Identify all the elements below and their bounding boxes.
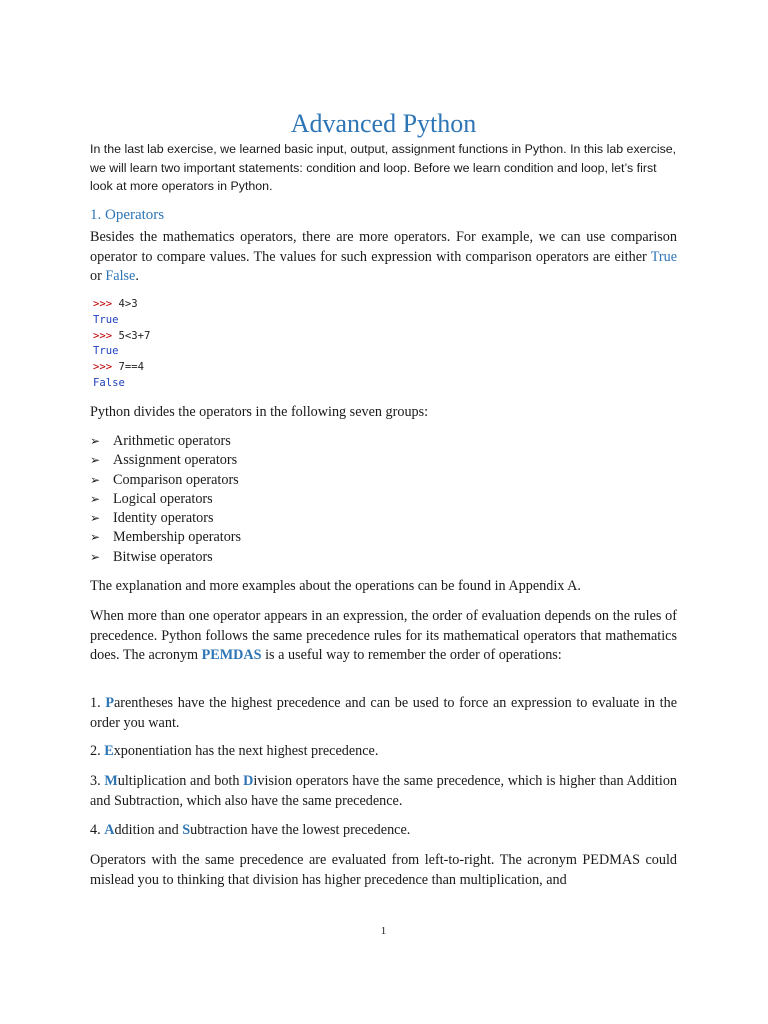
- rule-addition-subtraction: 4. Addition and Subtraction have the lowest precedence.: [90, 822, 411, 838]
- operator-groups-list: [90, 432, 241, 567]
- section-heading-operators: 1. Operators: [90, 207, 165, 223]
- list-item: ➢ Comparison operators: [90, 471, 241, 490]
- arrow-bullet-icon: ➢: [90, 511, 101, 526]
- groups-intro: Python divides the operators in the following seven groups:: [90, 404, 429, 420]
- list-item: ➢ Assignment operators: [90, 451, 241, 470]
- code-output: False: [93, 376, 125, 389]
- arrow-bullet-icon: ➢: [90, 434, 101, 448]
- rule-exponentiation: 2. Exponentiation has the next highest precedence.: [90, 743, 379, 759]
- list-item: ➢ Membership operators: [90, 528, 241, 547]
- list-item: ➢ Bitwise operators: [90, 548, 241, 567]
- final-paragraph: Operators with the same precedence are evaluated from left-to-right. The acronym PEDMAS could mislead you to thinking that division has higher precedence than multiplication, and: [90, 852, 677, 888]
- rule-multiplication-division: 3. Multiplication and both Division operators have the same precedence, which is higher than Addition and Subtraction, which also have the same precedence.: [90, 773, 678, 809]
- appendix-note: The explanation and more examples about the operations can be found in Appendix A.: [90, 578, 581, 594]
- list-item: ➢ Arithmetic operators: [90, 432, 241, 451]
- true-keyword: True: [650, 248, 677, 265]
- list-item: ➢ Identity operators: [90, 509, 241, 528]
- arrow-bullet-icon: ➢: [90, 453, 101, 468]
- code-line: >>> 5<3+7: [93, 329, 151, 342]
- code-line: >>> 4>3: [93, 298, 138, 310]
- code-output: True: [93, 345, 119, 358]
- page-number: 1: [380, 925, 387, 937]
- intro-paragraph: In the last lab exercise, we learned basic input, output, assignment functions in Python. In this lab exercise, we will learn two important statements: condition and loop. Before we learn condition and loop, let’s first look at more operators in Python.: [90, 142, 677, 193]
- false-keyword: False: [105, 268, 136, 284]
- code-line: >>> 7==4: [93, 361, 145, 374]
- precedence-paragraph: When more than one operator appears in an expression, the order of evaluation depends on the rules of precedence. Python follows the same precedence rules for its mathematical operators that mathematics does. The acronym PEMDAS is a useful way to remember the order of operations:: [90, 608, 677, 663]
- arrow-bullet-icon: ➢: [90, 472, 101, 487]
- code-example: [93, 297, 150, 392]
- rule-parentheses: 1. Parentheses have the highest precedence and can be used to force an expression to evaluate in the order you want.: [90, 695, 678, 731]
- document-page: [90, 0, 677, 1024]
- code-output: True: [93, 313, 119, 326]
- arrow-bullet-icon: ➢: [90, 549, 101, 564]
- page-title: Advanced Python: [290, 109, 477, 138]
- arrow-bullet-icon: ➢: [90, 530, 101, 545]
- operators-paragraph: Besides the mathematics operators, there are more operators. For example, we can use comparison operator to compare values. The values for such expression with comparison operators are either True or False.: [90, 229, 677, 284]
- pemdas-acronym: PEMDAS: [201, 647, 262, 663]
- list-item: ➢ Logical operators: [90, 490, 241, 509]
- arrow-bullet-icon: ➢: [90, 491, 101, 506]
